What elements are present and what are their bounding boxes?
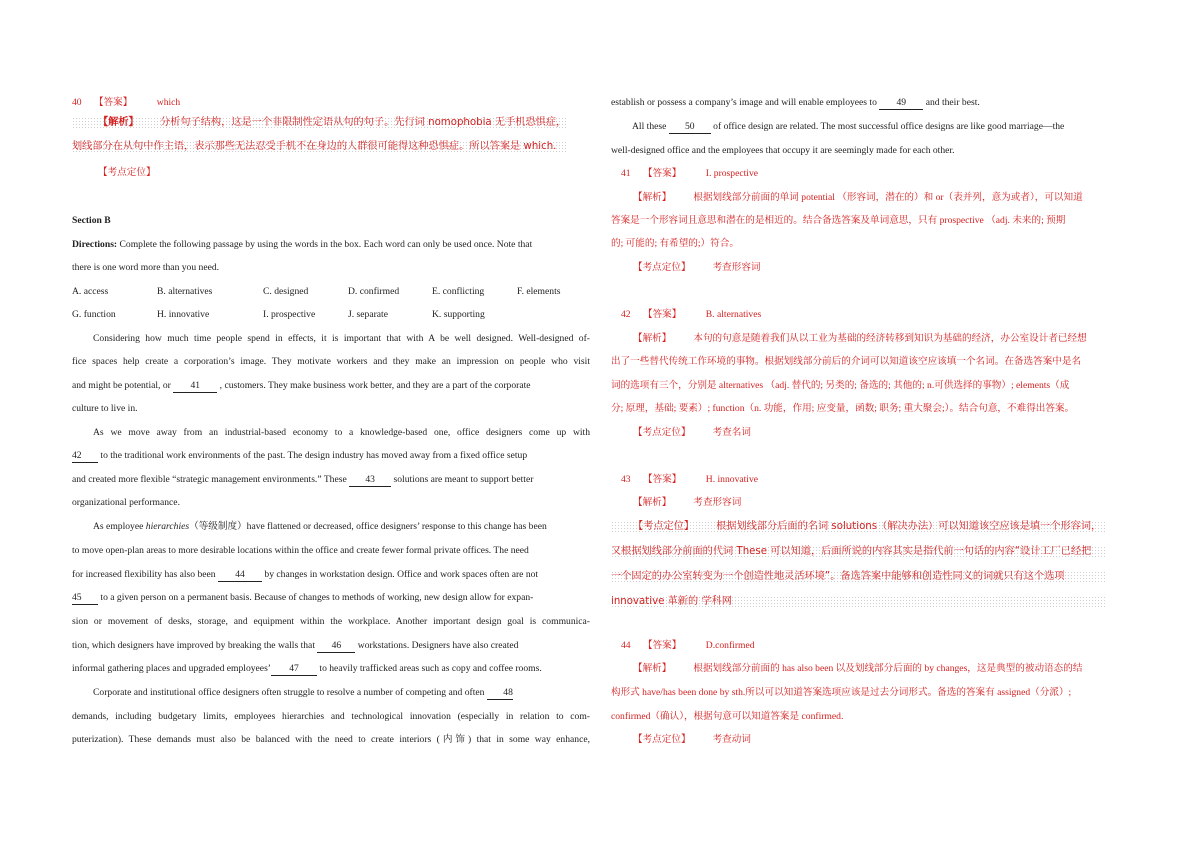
point-43-line4: innovative 革新的 学科网 [611, 596, 1106, 608]
passage-text: solutions are meant to support better [391, 474, 534, 485]
blank-44[interactable]: 44 [218, 569, 262, 582]
question-number: 42 [621, 309, 631, 320]
answer-tag: 【答案】 [643, 168, 682, 179]
analysis-tag: 【解析】 [633, 192, 672, 203]
question-number: 41 [621, 168, 631, 179]
passage-line [72, 474, 533, 487]
passage-line: sion or movement of desks, storage, and equipment within the workplace. Another important design goal is communica- [72, 616, 590, 627]
point-tag: 【考点定位】 [633, 427, 691, 438]
directions-text: Complete the following passage by using the words in the box. Each word can only be used once. Note that [117, 239, 533, 250]
passage-text: to the traditional work environments of the past. The design industry has moved away from a fixed office setup [98, 450, 528, 461]
blank-42[interactable]: 42 [72, 450, 98, 463]
directions-label: Directions: [72, 239, 118, 250]
passage-line [72, 640, 518, 653]
passage-line: Considering how much time people spend in effects, it is important that with A be well designed. Well-designed of- [93, 333, 590, 344]
analysis-tag: 【解析】 [633, 333, 672, 344]
option: I. prospective [263, 309, 316, 320]
analysis-40-line1 [72, 117, 567, 129]
point-43-line3: 一个固定的办公室转变为一个创造性地灵活环境”。备选答案中能够和创造性同义的词就只有这个选项 [611, 571, 1106, 583]
answer-44-row [621, 640, 755, 652]
answer-42-row [621, 309, 761, 321]
passage-text: tion, which designers have improved by breaking the walls that [72, 640, 318, 651]
analysis-tag: 【解析】 [633, 497, 672, 508]
point-41 [633, 262, 761, 274]
passage-text: and might be potential, or [72, 380, 174, 391]
answer-41-row [621, 168, 758, 180]
passage-text: to heavily trafficked areas such as copy and coffee rooms. [317, 663, 542, 674]
passage-text: informal gathering places and upgraded employees’ [72, 663, 271, 674]
question-number: 40 [72, 97, 82, 108]
passage-line [72, 663, 542, 676]
answer-tag: 【答案】 [94, 97, 133, 108]
passage-text: workstations. Designers have also created [355, 640, 519, 651]
blank-49[interactable]: 49 [879, 97, 923, 110]
point-tag: 【考点定位】 [633, 262, 691, 273]
answer-43-row [621, 474, 758, 486]
point-text: 考查名词 [712, 427, 751, 438]
passage-line [93, 521, 547, 533]
option: A. access [72, 286, 109, 297]
point-text: 考查形容词 [712, 262, 761, 273]
analysis-40-line2 [72, 141, 567, 153]
analysis-41-line3: 的; 可能的; 有希望的;）符合。 [611, 238, 739, 249]
passage-line [632, 121, 1129, 134]
question-number: 44 [621, 640, 631, 651]
blank-50[interactable]: 50 [669, 121, 711, 134]
directions-line2: there is one word more than you need. [72, 262, 220, 273]
passage-text: and their best. [923, 97, 980, 108]
passage-line [93, 687, 513, 700]
passage-line [72, 592, 533, 605]
answer-tag: 【答案】 [643, 309, 682, 320]
blank-47[interactable]: 47 [271, 663, 317, 676]
analysis-text: 考查形容词 [693, 497, 742, 508]
option: H. innovative [157, 309, 210, 320]
option: B. alternatives [157, 286, 213, 297]
passage-text: , customers. They make business work better, and they are a part of the corporate [217, 380, 531, 391]
answer-value: D.confirmed [705, 640, 755, 651]
answer-tag: 【答案】 [643, 474, 682, 485]
analysis-42-line3: 词的选项有三个，分别是 alternatives （adj. 替代的; 另类的; 备选的; 其他的; n.可供选择的事物）; elements（成 [611, 380, 1070, 391]
answer-value: which [156, 97, 181, 108]
analysis-tag: 【解析】 [633, 663, 672, 674]
analysis-44-line1 [633, 663, 1082, 675]
passage-line: demands, including budgetary limits, employees hierarchies and technological innovation (especially in relation to com- [72, 711, 590, 722]
analysis-text: 根据划线部分前面的 has also been 以及划线部分后面的 by changes，这是典型的被动语态的结 [693, 663, 1083, 674]
passage-line [72, 569, 538, 582]
passage-text: （等级制度）have flattened or decreased, office designers’ response to this change has been [189, 521, 547, 532]
analysis-tag: 【解析】 [98, 117, 139, 128]
analysis-43-line1 [633, 497, 741, 509]
passage-text: All these [632, 121, 669, 132]
point-43-line2: 又根据划线部分前面的代词 These 可以知道，后面所说的内容其实是指代前一句话的内容“设计工厂已经把 [611, 546, 1106, 558]
option: C. designed [263, 286, 309, 297]
passage-line [611, 97, 980, 110]
option: E. conflicting [432, 286, 485, 297]
passage-line: to move open-plan areas to more desirable locations within the office and create fewer formal private offices. The need [72, 545, 529, 556]
option: D. confirmed [348, 286, 400, 297]
point-tag: 【考点定位】 [633, 734, 691, 745]
analysis-41-line2: 答案是一个形容词且意思和潜在的是相近的。结合备选答案及单词意思，只有 prospective （adj. 未来的; 预期 [611, 215, 1066, 226]
answer-value: H. innovative [705, 474, 759, 485]
passage-line: puterization). These demands must also be balanced with the need to create interiors (内饰) that in some way enhance, [72, 734, 590, 745]
answer-value: B. alternatives [705, 309, 762, 320]
passage-line [72, 380, 590, 393]
analysis-41-line1 [633, 192, 1083, 204]
option: J. separate [348, 309, 388, 320]
analysis-44-line2: 构形式 have/has been done by sth.所以可以知道答案选项应该是过去分词形式。备选的答案有 assigned（分派）; [611, 687, 1072, 698]
passage-text: As employee [93, 521, 146, 532]
question-number: 43 [621, 474, 631, 485]
passage-line: culture to live in. [72, 403, 138, 414]
passage-text: and created more flexible “strategic management environments.” These [72, 474, 350, 485]
option: G. function [72, 309, 116, 320]
passage-line: fice spaces help create a corporation’s image. They motivate workers and they make an impression on people who visit [72, 356, 590, 367]
analysis-text: 根据划线部分前面的单词 potential （形容词，潜在的）和 or（表并列，意为或者），可以知道 [693, 192, 1083, 203]
passage-line: organizational performance. [72, 497, 180, 508]
point-44 [633, 734, 751, 746]
answer-value: I. prospective [705, 168, 758, 179]
section-heading: Section B [72, 215, 111, 226]
analysis-44-line3: confirmed（确认），根据句意可以知道答案是 confirmed. [611, 711, 844, 722]
option: F. elements [517, 286, 561, 297]
blank-46[interactable]: 46 [317, 640, 355, 653]
answer-40-row [72, 97, 180, 109]
passage-text: establish or possess a company’s image and will enable employees to [611, 97, 880, 108]
passage-italic: hierarchies [145, 521, 190, 532]
passage-text: for increased flexibility has also been [72, 569, 218, 580]
point-43-line1 [611, 521, 1106, 533]
point-text: 考查动词 [712, 734, 751, 745]
passage-text: to a given person on a permanent basis. Because of changes to methods of working, new design allow for expan- [98, 592, 534, 603]
analysis-42-line1 [633, 333, 1087, 345]
passage-line: As we move away from an industrial-based economy to a knowledge-based one, office designers come up with [93, 427, 590, 438]
analysis-text: 划线部分在从句中作主语，表示那些无法忍受手机不在身边的人群很可能得这种恐惧症。所以答案是 which. [72, 141, 557, 152]
point-40: 【考点定位】 [98, 167, 156, 178]
passage-text: Corporate and institutional office designers often struggle to resolve a number of competing and often [93, 687, 487, 698]
directions-line1 [72, 239, 590, 251]
passage-text: of office design are related. The most successful office designs are like good marriage—the [710, 121, 1065, 132]
analysis-text: 本句的句意是随着我们从以工业为基础的经济转移到知识为基础的经济，办公室设计者已经想 [693, 333, 1087, 344]
answer-tag: 【答案】 [643, 640, 682, 651]
point-42 [633, 427, 751, 439]
passage-text: by changes in workstation design. Office and work spaces often are not [262, 569, 539, 580]
point-tag: 【考点定位】 [633, 521, 695, 532]
blank-43[interactable]: 43 [349, 474, 391, 487]
passage-line: well-designed office and the employees that occupy it are seemingly made for each other. [611, 145, 955, 156]
analysis-text: 分析句子结构，这是一个非限制性定语从句的句子。先行词 nomophobia 无手机恐惧症， [160, 117, 567, 128]
blank-45[interactable]: 45 [72, 592, 98, 605]
option: K. supporting [432, 309, 485, 320]
analysis-42-line2: 出了一些替代传统工作环境的事物。根据划线部分前后的介词可以知道该空应该填一个名词。在备选答案中是名 [611, 356, 1082, 367]
point-text: 根据划线部分后面的名词 solutions（解决办法）可以知道该空应该是填一个形容词， [716, 521, 1102, 532]
blank-41[interactable]: 41 [173, 380, 217, 393]
analysis-42-line4: 分; 原理，基础; 要素）; function（n. 功能，作用; 应变量，函数; 职务; 重大聚会;）。结合句意，不难得出答案。 [611, 403, 1075, 414]
passage-line [72, 450, 527, 463]
blank-48[interactable]: 48 [487, 687, 513, 700]
